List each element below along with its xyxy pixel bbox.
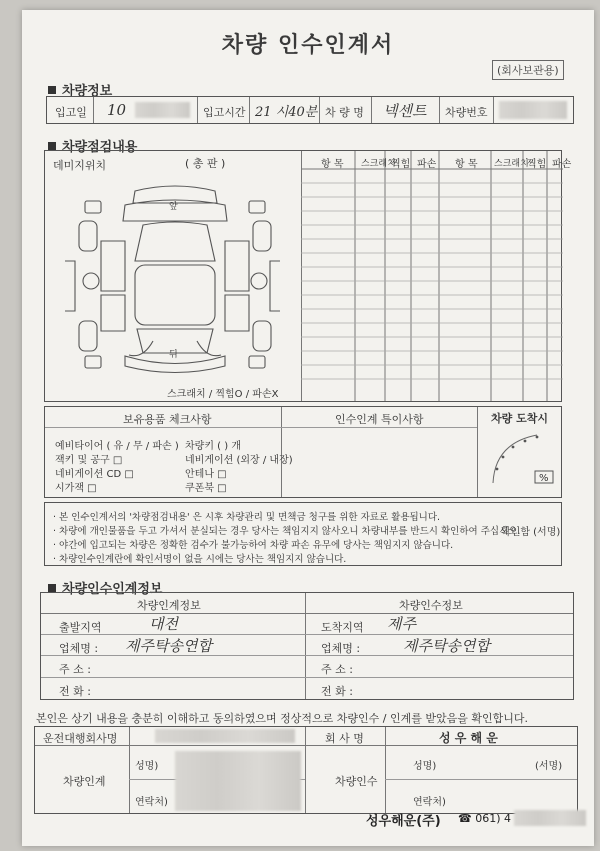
date-label: 입고일 (55, 106, 87, 119)
column-broken-1: 파손 (417, 159, 437, 170)
equip-navigation-cd: 네비게이션 CD □ (55, 469, 134, 480)
special-notes-title: 인수인계 특이사항 (335, 413, 424, 426)
company-name-label: 회 사 명 (325, 732, 364, 745)
agreement-text: 본인은 상기 내용을 충분히 이해하고 동의하였으며 정상적으로 차량인수 / 인계를 받았음을 확인합니다. (36, 712, 528, 725)
office-copy-tag: (회사보관용) (492, 60, 564, 80)
damage-total-label: ( 총 판 ) (185, 157, 226, 170)
equipment-section (44, 406, 562, 498)
document-page (22, 10, 594, 846)
confirm-signature-label: 확인함 (서명) (501, 527, 561, 538)
column-scratch-2: 스크래치 (494, 159, 529, 169)
send-name-label: 성명) (135, 761, 159, 772)
send-address-label: 주 소 : (59, 663, 91, 676)
arrive-label: 도착지역 (321, 621, 364, 634)
column-scratch-1: 스크래치 (361, 159, 396, 169)
inspection-grid (301, 151, 563, 401)
depart-label: 출발지역 (59, 621, 102, 634)
vehicle-info-row (46, 96, 574, 124)
arrival-title: 차량 도착시 (491, 412, 548, 425)
column-item-2: 항 목 (455, 159, 478, 170)
note-line-2: · 차량에 개인물품을 두고 가셔서 분실되는 경우 당사는 책임지지 않사오니 차량내부를 반드시 확인하여 주십시오. (53, 526, 521, 537)
note-line-4: · 차량인수인계란에 확인서명이 없을 시에는 당사는 책임지지 않습니다. (53, 554, 347, 565)
note-line-1: · 본 인수인계서의 '차량점검내용' 은 시후 차량관리 및 면책금 청구를 위한 자료로 활용됩니다. (53, 512, 441, 523)
recv-info-header: 차량인수정보 (399, 599, 463, 612)
inspection-heading: 차량점검내용 (48, 136, 137, 155)
footer-phone: ☎ 061) 4 (458, 812, 511, 825)
equip-coupon-book: 쿠폰북 □ (185, 483, 227, 494)
vehicle-info-heading: 차량정보 (48, 80, 112, 99)
redacted-sender-signature (175, 751, 301, 811)
redacted-footer-phone (514, 810, 586, 826)
send-sign-label: 차량인계 (63, 775, 106, 788)
redacted-date (135, 102, 190, 118)
gauge-percent-unit: % (539, 473, 549, 484)
company-name-value: 성 우 해 운 (439, 731, 498, 745)
note-line-3: · 야간에 입고되는 차량은 정확한 검수가 불가능하여 차량 파손 유무에 당사는 책임지지 않습니다. (53, 540, 454, 551)
bullet-square-icon (48, 86, 56, 94)
send-contact-label: 연락처) (135, 797, 168, 808)
redacted-agent-name (155, 729, 295, 743)
redacted-plate (499, 101, 567, 119)
send-info-header: 차량인계정보 (137, 599, 201, 612)
send-phone-label: 전 화 : (59, 685, 91, 698)
recv-contact-label: 연락처) (413, 797, 446, 808)
column-dent-1: 찍힘 (391, 159, 411, 170)
inspection-table (44, 150, 572, 402)
damage-location-label: 데미지위치 (53, 159, 107, 172)
date-value: 10 (107, 101, 127, 119)
time-label: 입고시간 (203, 106, 246, 119)
equip-cigar-jack: 시가잭 □ (55, 483, 97, 494)
bullet-square-icon (48, 584, 56, 592)
notes-box (44, 502, 562, 566)
send-company-label: 업체명 : (59, 642, 99, 655)
recv-name-label: 성명) (413, 761, 437, 772)
damage-legend: 스크래치 / 찍힘O / 파손X (167, 389, 279, 400)
diagram-front-label: 앞 (169, 202, 178, 212)
equip-car-key: 차량키 ( ) 개 (185, 441, 241, 452)
column-broken-2: 파손 (552, 159, 572, 170)
handover-heading: 차량인수인계정보 (48, 578, 162, 597)
signature-table (34, 726, 578, 814)
column-dent-2: 찍힘 (527, 159, 547, 170)
equip-antenna: 안테나 □ (185, 469, 227, 480)
handover-table (40, 592, 574, 700)
recv-sign-label: 차량인수 (335, 775, 378, 788)
equip-jack-tools: 잭키 및 공구 □ (55, 455, 123, 466)
vehicle-name-label: 차 량 명 (325, 106, 364, 119)
diagram-rear-label: 뒤 (169, 350, 178, 360)
send-company-value: 제주탁송연합 (125, 637, 212, 655)
column-item-1: 항 목 (321, 159, 344, 170)
document-title: 차량 인수인계서 (221, 33, 395, 58)
time-value: 21 시40분 (255, 105, 318, 120)
vehicle-name-value: 넥센트 (383, 102, 427, 120)
depart-value: 대전 (149, 615, 178, 633)
equip-spare-tire: 예비타이어 ( 유 / 무 / 파손 ) (55, 441, 179, 452)
recv-phone-label: 전 화 : (321, 685, 353, 698)
equipment-title: 보유용품 체크사항 (123, 413, 212, 426)
arrive-value: 제주 (387, 615, 416, 633)
recv-sign-suffix: (서명) (535, 761, 563, 772)
recv-address-label: 주 소 : (321, 663, 353, 676)
plate-number-label: 차량번호 (445, 106, 488, 119)
recv-company-label: 업체명 : (321, 642, 361, 655)
recv-company-value: 제주탁송연합 (403, 637, 490, 655)
agent-company-label: 운전대행회사명 (43, 732, 118, 745)
car-damage-diagram (65, 181, 280, 381)
bullet-square-icon (48, 142, 56, 150)
equip-navigation: 네비게이션 (외장 / 내장) (185, 455, 293, 466)
footer-company-stamp: 성우해운(주) (366, 814, 441, 829)
